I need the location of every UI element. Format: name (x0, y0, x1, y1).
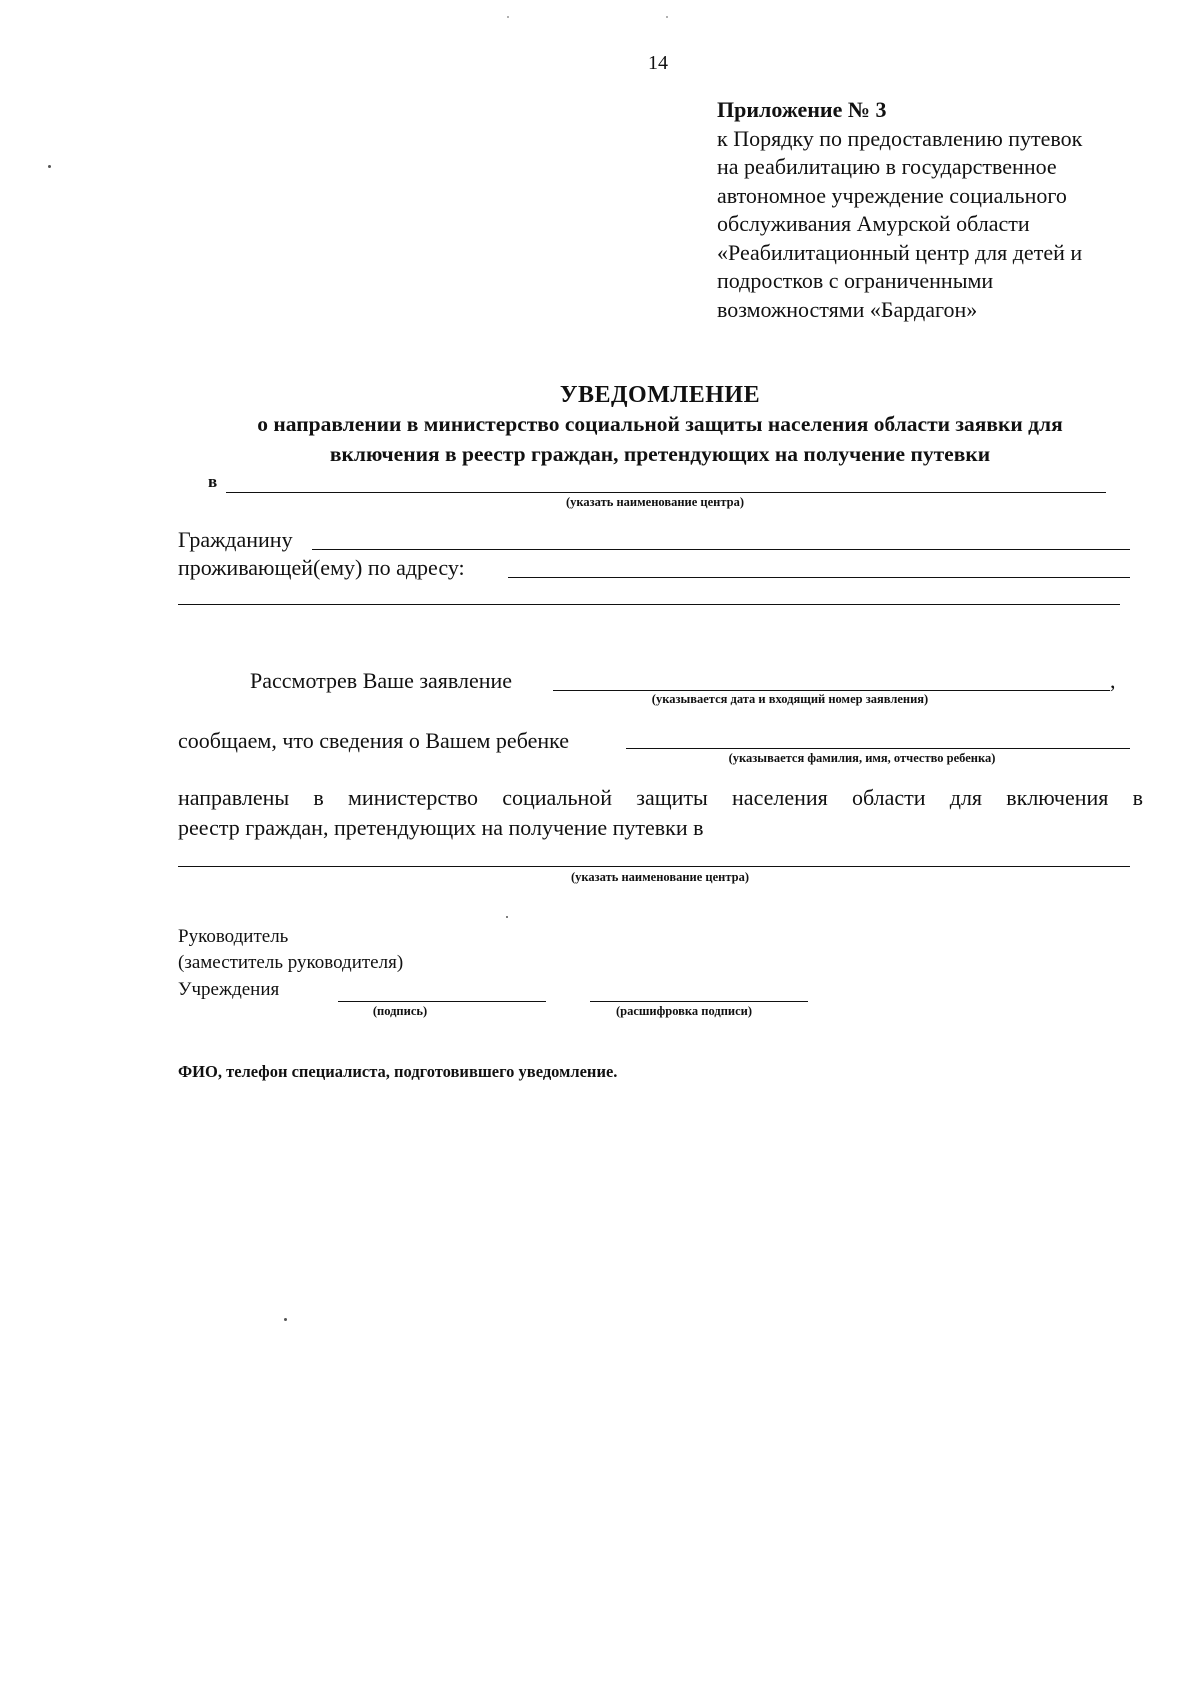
center-name-hint: (указать наименование центра) (565, 495, 745, 509)
citizen-name-field[interactable] (312, 549, 1130, 550)
address-label: проживающей(ему) по адресу: (178, 555, 465, 580)
scan-speck (666, 16, 668, 18)
target-center-hint: (указать наименование центра) (570, 870, 750, 884)
application-details-field[interactable] (553, 690, 1110, 691)
sent-paragraph-line-2: реестр граждан, претендующих на получение путевки в (178, 815, 704, 840)
appendix-line: подростков с ограниченными (717, 268, 994, 293)
considered-label: Рассмотрев Ваше заявление (250, 668, 513, 693)
signature-hint: (подпись) (372, 1004, 428, 1018)
footer-note: ФИО, телефон специалиста, подготовившего уведомление. (178, 1062, 618, 1081)
scan-speck (284, 1318, 287, 1321)
appendix-line: на реабилитацию в государственное (717, 154, 1057, 179)
citizen-label: Гражданину (178, 527, 293, 552)
scan-speck (507, 16, 509, 18)
signer-title-line-1: Руководитель (178, 926, 289, 947)
document-subtitle-line-2: включения в реестр граждан, претендующих на получение путевки (329, 442, 991, 466)
appendix-line: к Порядку по предоставлению путевок (717, 125, 1083, 151)
document-subtitle-line-1: о направлении в министерство социальной защиты населения области заявки для (257, 412, 1063, 436)
signer-title-line-2: (заместитель руководителя) (178, 952, 404, 973)
appendix-title: Приложение № 3 (717, 97, 887, 122)
child-name-field[interactable] (626, 748, 1130, 749)
signature-field[interactable] (338, 1001, 546, 1002)
signature-decode-field[interactable] (590, 1001, 808, 1002)
child-name-hint: (указывается фамилия, имя, отчество ребенка) (728, 751, 996, 765)
appendix-line: возможностями «Бардагон» (717, 296, 978, 322)
comma: , (1110, 668, 1116, 693)
page-number: 14 (648, 52, 668, 74)
target-center-field[interactable] (178, 866, 1130, 867)
sent-paragraph-line-1: направлены в министерство социальной защиты населения области для включения в (178, 785, 1143, 810)
address-field[interactable] (508, 577, 1130, 578)
inform-label: сообщаем, что сведения о Вашем ребенке (178, 728, 570, 753)
appendix-line: «Реабилитационный центр для детей и (717, 239, 1083, 265)
to-prefix: в (208, 472, 218, 491)
scan-speck (48, 165, 51, 168)
document-title: УВЕДОМЛЕНИЕ (559, 382, 761, 408)
appendix-block (717, 96, 1157, 324)
appendix-line: автономное учреждение социального (717, 182, 1067, 208)
center-name-field[interactable] (226, 492, 1106, 493)
application-details-hint: (указывается дата и входящий номер заявления) (651, 692, 929, 706)
appendix-line: обслуживания Амурской области (717, 211, 1030, 236)
scan-speck (506, 916, 508, 918)
signer-title-line-3: Учреждения (178, 979, 280, 1000)
signature-decode-hint: (расшифровка подписи) (615, 1004, 753, 1018)
address-field-continued[interactable] (178, 604, 1120, 605)
